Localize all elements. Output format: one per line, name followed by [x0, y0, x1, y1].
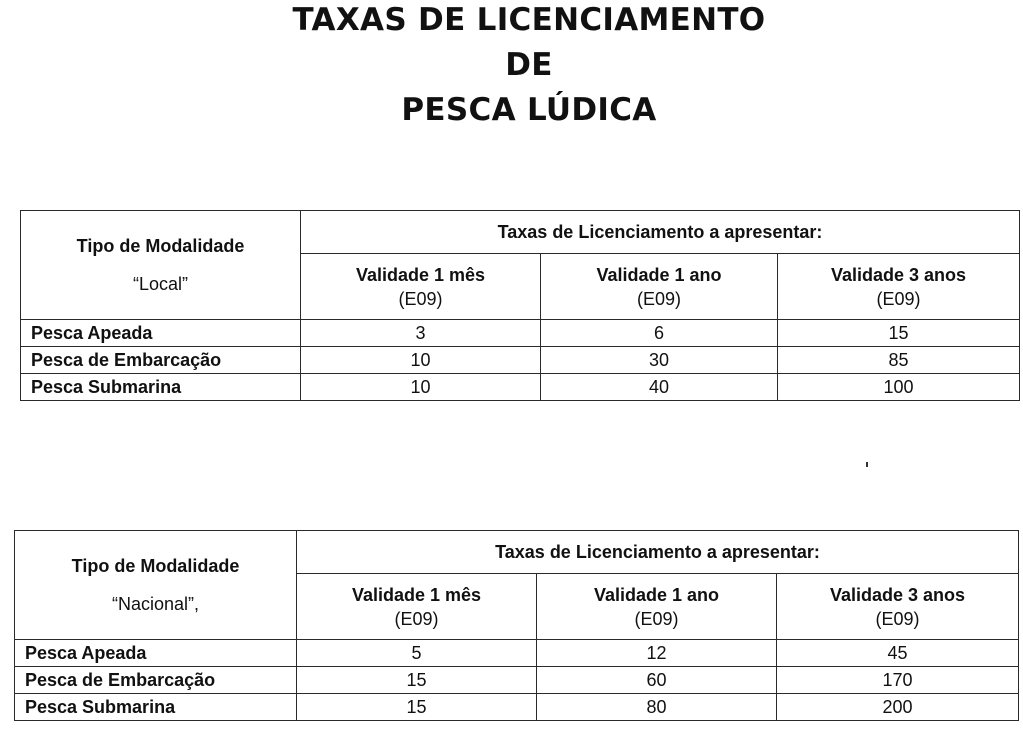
modality-label: Tipo de Modalidade [76, 236, 245, 256]
row-label: Pesca de Embarcação [21, 347, 301, 374]
fee-value: 200 [777, 694, 1019, 721]
fee-value: 10 [301, 374, 541, 401]
scan-speck [866, 462, 868, 467]
row-label: Pesca Apeada [21, 320, 301, 347]
modality-subtitle: “Nacional”, [111, 594, 200, 614]
fees-group-header: Taxas de Licenciamento a apresentar: [297, 531, 1019, 574]
column-header-label: Validade 3 anos [829, 584, 966, 605]
row-label: Pesca Submarina [21, 374, 301, 401]
fee-value: 30 [541, 347, 778, 374]
table-row [21, 320, 1020, 347]
column-header-code: (E09) [875, 608, 920, 629]
column-header-label: Validade 3 anos [830, 264, 967, 285]
table-row [15, 640, 1019, 667]
page-title-line-1: TAXAS DE LICENCIAMENTO [292, 2, 766, 38]
fee-value: 15 [297, 667, 537, 694]
fee-value: 15 [778, 320, 1020, 347]
fee-value: 15 [297, 694, 537, 721]
modality-label: Tipo de Modalidade [71, 556, 240, 576]
page-title-line-3: PESCA LÚDICA [401, 92, 657, 128]
modality-header [21, 211, 301, 320]
modality-header [15, 531, 297, 640]
fees-table-national [14, 530, 1019, 721]
fee-value: 100 [778, 374, 1020, 401]
fee-value: 80 [537, 694, 777, 721]
column-header-code: (E09) [398, 288, 443, 309]
fee-value: 40 [541, 374, 778, 401]
column-header-label: Validade 1 mês [355, 264, 486, 285]
column-header-3-years [777, 574, 1019, 640]
column-header-code: (E09) [636, 288, 681, 309]
column-header-1-year [541, 254, 778, 320]
table-row [21, 347, 1020, 374]
fee-value: 170 [777, 667, 1019, 694]
fee-value: 6 [541, 320, 778, 347]
fee-value: 85 [778, 347, 1020, 374]
row-label: Pesca Submarina [15, 694, 297, 721]
fees-group-header: Taxas de Licenciamento a apresentar: [301, 211, 1020, 254]
table-row [15, 694, 1019, 721]
column-header-1-month [301, 254, 541, 320]
column-header-code: (E09) [394, 608, 439, 629]
column-header-1-month [297, 574, 537, 640]
column-header-code: (E09) [876, 288, 921, 309]
fee-value: 45 [777, 640, 1019, 667]
table-row [21, 374, 1020, 401]
column-header-label: Validade 1 ano [596, 264, 722, 285]
column-header-label: Validade 1 mês [351, 584, 482, 605]
fee-value: 3 [301, 320, 541, 347]
modality-subtitle: “Local” [132, 274, 189, 294]
fee-value: 5 [297, 640, 537, 667]
column-header-label: Validade 1 ano [593, 584, 720, 605]
column-header-3-years [778, 254, 1020, 320]
row-label: Pesca Apeada [15, 640, 297, 667]
row-label: Pesca de Embarcação [15, 667, 297, 694]
column-header-1-year [537, 574, 777, 640]
fees-table-local [20, 210, 1020, 401]
fee-value: 12 [537, 640, 777, 667]
fee-value: 10 [301, 347, 541, 374]
fee-value: 60 [537, 667, 777, 694]
table-row [15, 667, 1019, 694]
page-title-line-2: DE [505, 47, 553, 83]
column-header-code: (E09) [634, 608, 679, 629]
